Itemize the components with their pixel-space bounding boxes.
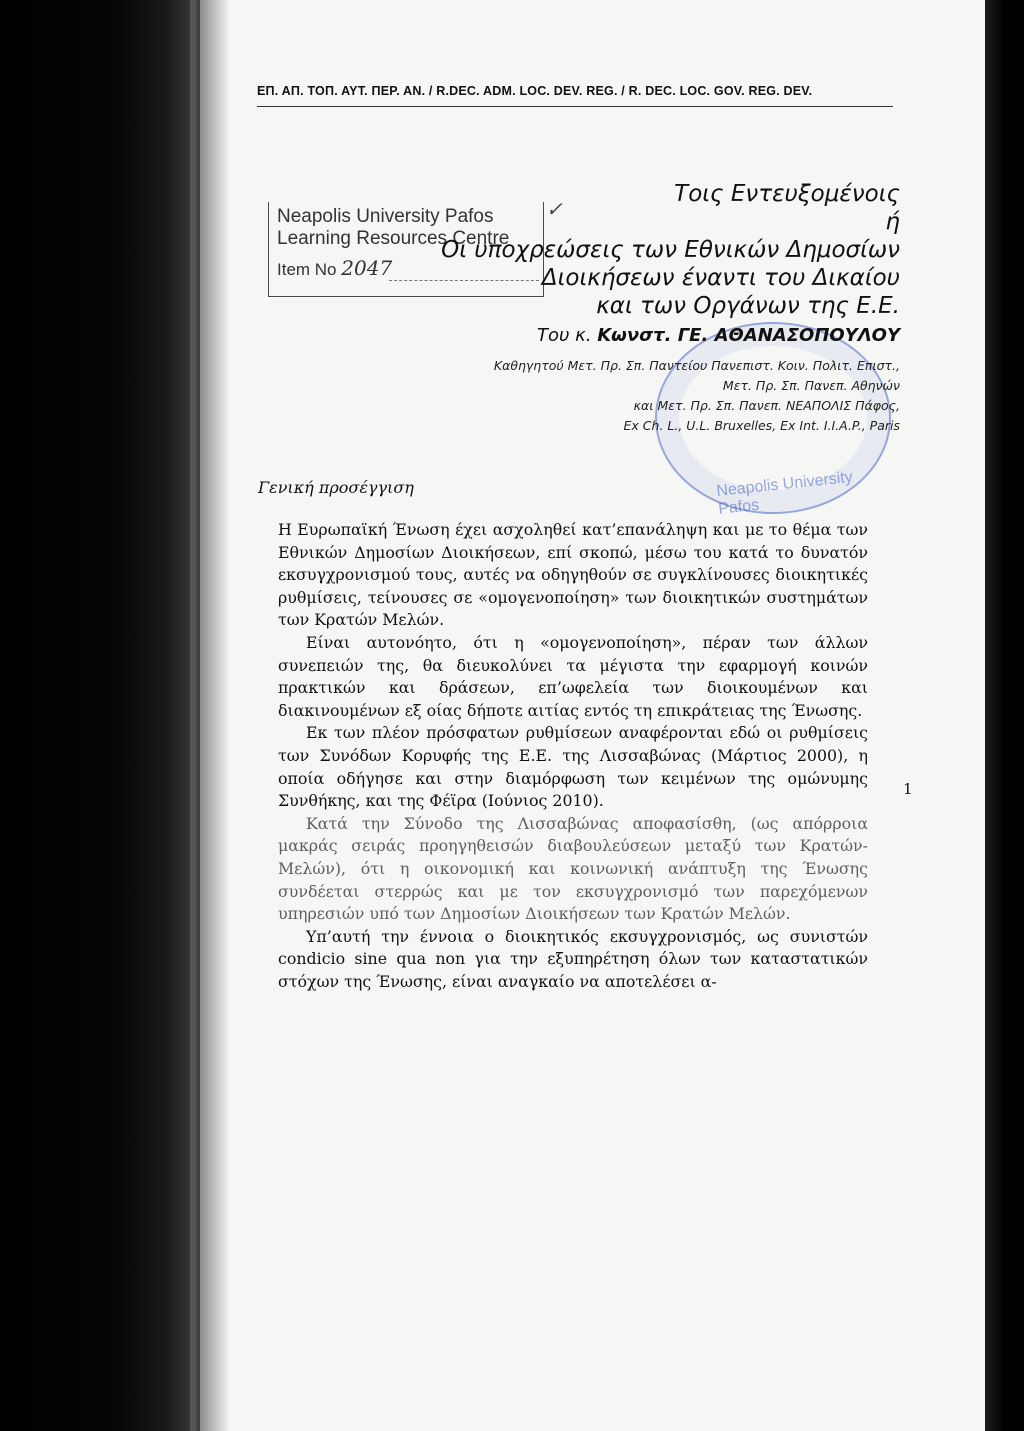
title-line-5: και των Οργάνων της Ε.Ε. (596, 293, 900, 319)
author-name: Κωνστ. ΓΕ. ΑΘΑΝΑΣΟΠΟΥΛΟΥ (597, 325, 900, 346)
seal-text: Neapolis University Pafos (715, 468, 854, 518)
body-text (278, 519, 868, 993)
stamp-university-name: Neapolis University Pafos (277, 206, 494, 227)
paragraph: Κατά την Σύνοδο της Λισσαβώνας αποφασίσθη, (ως απόρροια μακράς σειράς προηγηθεισών διαβουλεύσεων μεταξύ των Κρατών-Μελών), ότι η οικονομική και κοινωνική ανάπτυξη της Ένωσης συνδέεται στερρώς και με τον εκσυγχρονισμό των παρεχόμενων υπηρεσιών υπό των Δημοσίων Διοικήσεων των Κρατών Μελών. (278, 813, 868, 924)
scan-dark-margin-left (0, 0, 196, 1431)
affiliation-line: Ex Ch. L., U.L. Bruxelles, Ex Int. I.I.A.P., Paris (623, 418, 900, 433)
affiliation-line: Καθηγητού Μετ. Πρ. Σπ. Παντείου Πανεπιστ. Κοιν. Πολιτ. Επιστ., (493, 358, 900, 373)
stamp-item-value: 2047 (341, 256, 393, 280)
paragraph: Είναι αυτονόητο, ότι η «ομογενοποίηση», πέραν των άλλων συνεπειών της, θα διευκολύνει τα μέγιστα την εφαρμογή κοινών πρακτικών και δράσεων, επ’ωφελεία των διοικουμένων και διακινουμένων εξ οίας δήποτε αιτίας εντός τη επικράτειας της Ένωσης. (278, 632, 868, 720)
book-spine-shadow (190, 0, 230, 1431)
article-title (440, 180, 900, 320)
title-line-1: Τοις Εντευξομένοις (674, 181, 900, 207)
stamp-centre-name: Learning Resources Centre (277, 228, 510, 249)
stamp-item-label: Item No (277, 260, 337, 279)
checkmark-icon: ✓ (546, 197, 563, 221)
section-heading: Γενική προσέγγιση (258, 478, 414, 497)
paragraph: Εκ των πλέον πρόσφατων ρυθμίσεων αναφέρονται εδώ οι ρυθμίσεις των Συνόδων Κορυφής της Ε.Ε. της Λισσαβώνας (Μάρτιος 2000), η οποία οδήγησε και στην διαμόρφωση των κειμένων της ομώνυμης Συνθήκης, και της Φέϊρα (Ιούνιος 2010). (278, 723, 868, 811)
title-line-3: Οι υποχρεώσεις των Εθνικών Δημοσίων (441, 237, 900, 263)
stamp-item-number (277, 256, 392, 280)
scan-dark-margin-right (985, 0, 1024, 1431)
paragraph: Η Ευρωπαϊκή Ένωση έχει ασχοληθεί κατ’επανάληψη και με το θέμα των Εθνικών Δημοσίων Διοικήσεων, επί σκοπώ, μέσω του κατά το δυνατόν εκσυγχρονισμού τους, αυτές να οδηγηθούν σε συγκλίνουσες διοικητικές ρυθμίσεις, τείνουσες σε «ομογενοποίηση» των διοικητικών συστημάτων των Κρατών Μελών. (278, 520, 868, 630)
affiliation-line: Μετ. Πρ. Σπ. Πανεπ. Αθηνών (722, 378, 900, 393)
page-number: 1 (903, 780, 913, 798)
title-line-4: Διοικήσεων έναντι του Δικαίου (541, 265, 900, 291)
affiliation-line: και Μετ. Πρ. Σπ. Πανεπ. ΝΕΑΠΟΛΙΣ Πάφος, (633, 398, 900, 413)
author-affiliation (380, 356, 900, 436)
title-line-2: ή (885, 209, 900, 235)
author-line (537, 325, 900, 346)
paragraph: Υπ’αυτή την έννοια ο διοικητικός εκσυγχρονισμός, ως συνιστών condicio sine qua non για την εξυπηρέτηση όλων των καταστατικών στόχων της Ένωσης, είναι αναγκαίο να αποτελέσει α- (278, 926, 868, 991)
author-prefix: Του κ. (537, 325, 592, 346)
running-header: ΕΠ. ΑΠ. ΤΟΠ. ΑΥΤ. ΠΕΡ. ΑΝ. / R.DEC. ADM. LOC. DEV. REG. / R. DEC. LOC. GOV. REG. DEV. (257, 84, 813, 98)
header-rule (257, 106, 893, 107)
